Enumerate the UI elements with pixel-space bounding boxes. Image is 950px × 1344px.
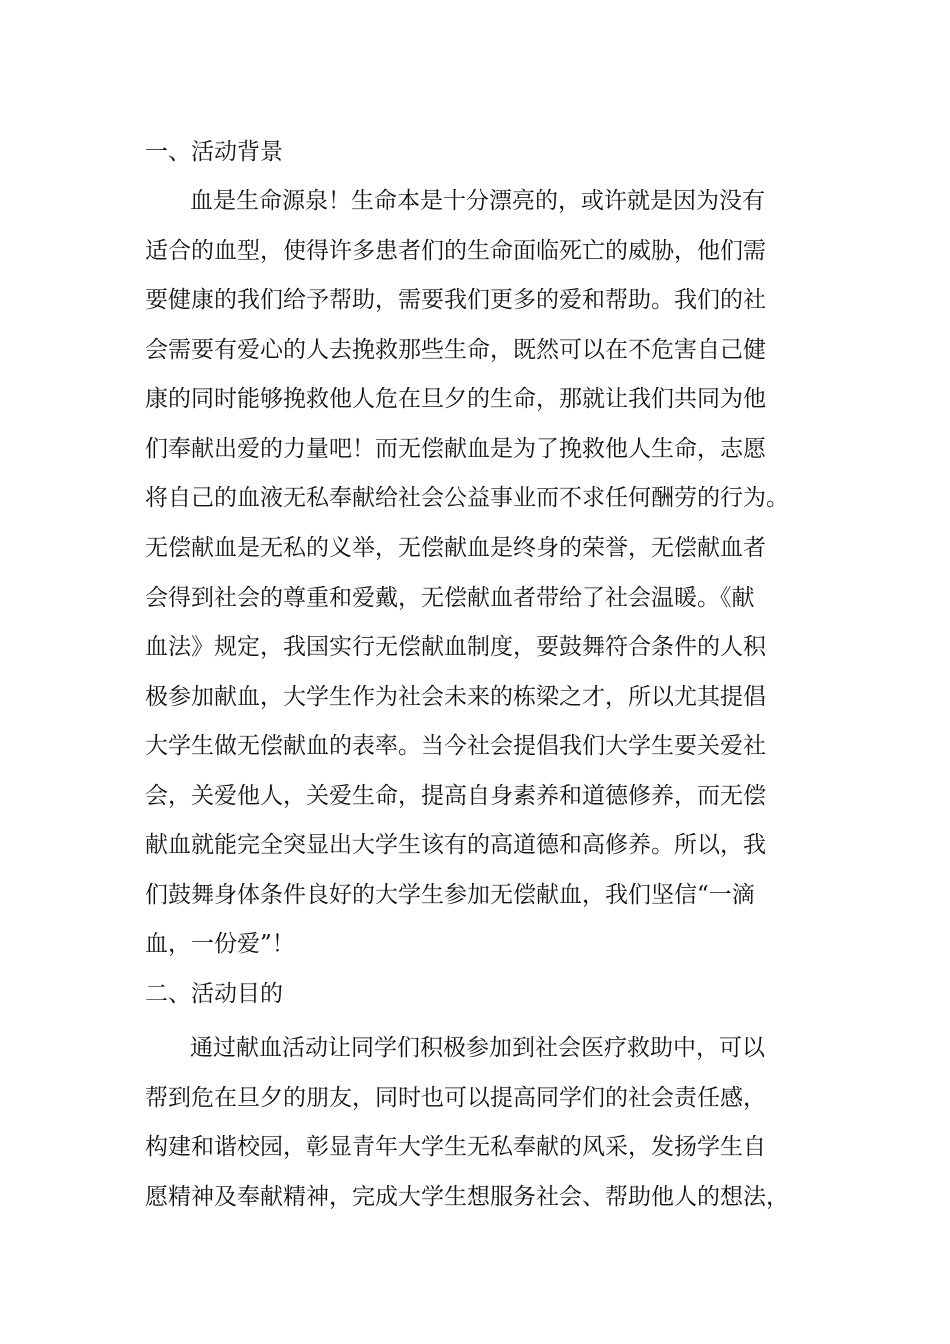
- paragraph-line: 血法》规定，我国实行无偿献血制度，要鼓舞符合条件的人积: [145, 634, 766, 660]
- paragraph-line: 会需要有爱心的人去挽救那些生命，既然可以在不危害自己健: [145, 337, 766, 363]
- paragraph-line: 将自己的血液无私奉献给社会公益事业而不求任何酬劳的行为。: [145, 485, 789, 511]
- paragraph-line: 适合的血型，使得许多患者们的生命面临死亡的威胁，他们需: [145, 238, 766, 264]
- paragraph-line: 会，关爱他人，关爱生命，提高自身素养和道德修养，而无偿: [145, 783, 766, 809]
- paragraph-line: 要健康的我们给予帮助，需要我们更多的爱和帮助。我们的社: [145, 287, 766, 313]
- paragraph-line: 大学生做无偿献血的表率。当今社会提倡我们大学生要关爱社: [145, 733, 766, 759]
- paragraph-line: 血，一份爱”！: [145, 931, 295, 957]
- paragraph-line: 帮到危在旦夕的朋友，同时也可以提高同学们的社会责任感，: [145, 1085, 766, 1111]
- paragraph-line: 们奉献出爱的力量吧！而无偿献血是为了挽救他人生命，志愿: [145, 436, 766, 462]
- paragraph-line: 愿精神及奉献精神，完成大学生想服务社会、帮助他人的想法，: [145, 1184, 789, 1210]
- paragraph-line: 献血就能完全突显出大学生该有的高道德和高修养。所以，我: [145, 832, 766, 858]
- paragraph-line: 会得到社会的尊重和爱戴，无偿献血者带给了社会温暖。《献: [145, 585, 755, 611]
- paragraph-line: 血是生命源泉！生命本是十分漂亮的，或许就是因为没有: [190, 188, 765, 214]
- section-heading-background: 一、活动背景: [145, 139, 283, 165]
- paragraph-line: 构建和谐校园，彰显青年大学生无私奉献的风采，发扬学生自: [145, 1134, 766, 1160]
- paragraph-line: 康的同时能够挽救他人危在旦夕的生命，那就让我们共同为他: [145, 386, 766, 412]
- paragraph-line: 极参加献血，大学生作为社会未来的栋梁之才，所以尤其提倡: [145, 684, 766, 710]
- section-heading-purpose: 二、活动目的: [145, 981, 283, 1007]
- paragraph-line: 们鼓舞身体条件良好的大学生参加无偿献血，我们坚信“一滴: [145, 882, 755, 908]
- paragraph-line: 通过献血活动让同学们积极参加到社会医疗救助中，可以: [190, 1035, 765, 1061]
- paragraph-line: 无偿献血是无私的义举，无偿献血是终身的荣誉，无偿献血者: [145, 535, 766, 561]
